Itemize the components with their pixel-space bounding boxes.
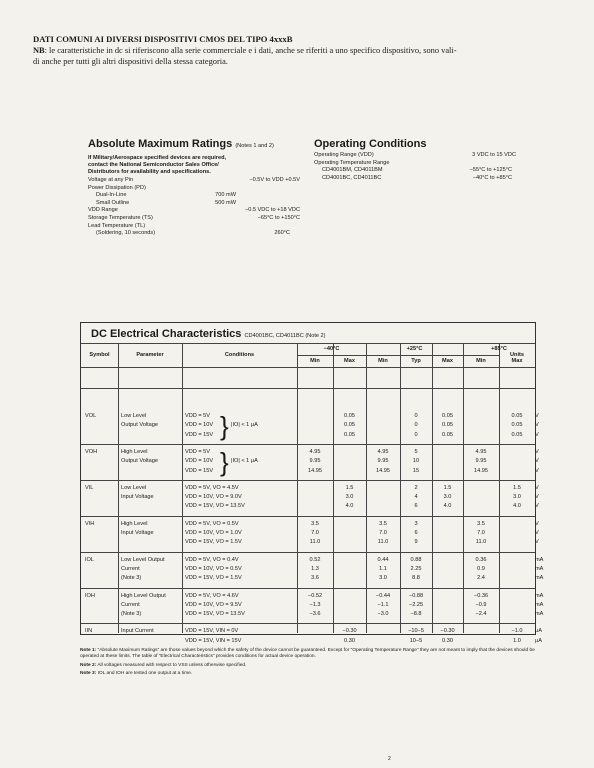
abs-max-value: 700 mW — [215, 192, 236, 199]
value-cell: V — [535, 458, 539, 465]
value-cell: −2.4 — [475, 611, 487, 618]
parameter-cell: Current — [121, 565, 140, 572]
value-cell: 3.6 — [311, 575, 319, 582]
condition-side: |IO| < 1 μA — [231, 458, 258, 465]
symbol-header: Symbol — [89, 352, 110, 358]
op-cond-label: Operating Range (VDD) — [314, 152, 374, 158]
condition-cell: VDD = 15V — [185, 431, 214, 438]
page-title: DATI COMUNI AI DIVERSI DISPOSITIVI CMOS DEL TIPO 4xxxB — [33, 34, 293, 44]
abs-max-row — [88, 230, 300, 238]
value-cell: 10−5 — [409, 637, 423, 644]
sub-header-max: Max — [511, 358, 523, 364]
value-cell: 6 — [414, 503, 418, 510]
value-cell: 0.05 — [344, 422, 355, 429]
value-cell: 4.0 — [345, 503, 354, 510]
value-cell: 1.3 — [311, 565, 319, 572]
condition-cell: VDD = 5V — [185, 448, 211, 455]
sub-header-min: Min — [310, 358, 320, 364]
value-cell: μA — [535, 628, 542, 635]
sub-header-max: Max — [344, 358, 355, 364]
value-cell: 0.88 — [410, 556, 422, 563]
op-cond-row — [314, 160, 516, 168]
symbol-cell: VOH — [85, 448, 98, 455]
parameter-cell: Current — [121, 601, 140, 608]
condition-cell: VDD = 5V, VO = 4.5V — [185, 484, 239, 491]
value-cell: 4.95 — [377, 448, 389, 455]
value-cell: −0.36 — [473, 592, 489, 599]
value-cell: 7.0 — [379, 530, 387, 536]
parameter-cell: Output Voltage — [121, 458, 159, 465]
nb-line-2: di anche per tutti gli altri dispositivi della stessa categoria. — [33, 57, 228, 66]
absolute-maximum-ratings — [88, 137, 300, 238]
op-cond-row — [314, 152, 516, 160]
value-cell: 0.30 — [442, 637, 453, 644]
value-cell: μA — [535, 637, 542, 644]
op-cond-value: 3 VDC to 15 VDC — [472, 152, 516, 158]
value-cell: V — [535, 520, 539, 527]
value-cell: 8.8 — [412, 575, 420, 582]
value-cell: mA — [535, 592, 544, 599]
operating-conditions — [314, 137, 516, 182]
value-cell: 4.0 — [443, 503, 452, 510]
value-cell: −1.0 — [511, 628, 523, 635]
value-cell: 0.05 — [511, 413, 523, 419]
note-label: Note 3: — [80, 670, 97, 676]
condition-cell: VDD = 10V, VO = 9.0V — [185, 494, 242, 501]
parameter-cell: Input Voltage — [121, 494, 154, 501]
symbol-cell: IOL — [85, 556, 95, 563]
value-cell: 1.5 — [345, 484, 354, 491]
value-cell: V — [535, 530, 539, 536]
condition-cell: VDD = 10V, VO = 9.5V — [185, 601, 242, 608]
parameter-cell: Input Current — [121, 628, 154, 635]
value-cell: 3.0 — [513, 494, 521, 501]
value-cell: mA — [535, 565, 544, 572]
value-cell: V — [535, 539, 539, 546]
page-mark: 2 — [388, 756, 391, 762]
note-text: IOL and IOH are tested one output at a time. — [96, 670, 193, 676]
value-cell: −3.0 — [377, 611, 389, 618]
dc-subtitle: CD4001BC, CD4011BC (Note 2) — [244, 333, 326, 339]
parameter-cell: High Level Output — [121, 592, 166, 599]
value-cell: mA — [535, 556, 544, 563]
parameter-cell: Output Voltage — [121, 422, 159, 429]
value-cell: 0.05 — [511, 431, 523, 438]
nb-line-1: : le caratteristiche in dc si riferiscono alla serie commerciale e i dati, anche se riferiti a uno specifico dispositivo, sono vali- — [44, 46, 457, 55]
value-cell: 0 — [414, 422, 418, 429]
value-cell: 0.05 — [511, 422, 523, 429]
parameter-header: Parameter — [136, 352, 164, 358]
value-cell: 1.5 — [513, 484, 521, 491]
abs-max-row — [88, 185, 300, 193]
op-cond-row — [314, 167, 516, 175]
condition-cell: VDD = 5V, VO = 4.6V — [185, 592, 239, 599]
op-cond-row — [314, 175, 516, 183]
condition-cell: VDD = 10V — [185, 458, 214, 465]
value-cell: 14.95 — [474, 467, 488, 474]
value-cell: 9.95 — [309, 458, 321, 465]
value-cell: 4.95 — [475, 448, 487, 455]
op-cond-value: −40°C to +85°C — [472, 174, 512, 181]
value-cell: 3.0 — [345, 494, 354, 501]
value-cell: 0 — [414, 431, 418, 438]
value-cell: −0.52 — [307, 592, 323, 599]
value-cell: 7.0 — [477, 530, 485, 536]
condition-cell: VDD = 5V — [185, 413, 211, 419]
abs-max-value: −65°C to +150°C — [257, 214, 300, 221]
parameter-cell: Low Level — [121, 484, 147, 491]
parameter-cell: Input Voltage — [121, 530, 154, 536]
value-cell: 14.95 — [376, 467, 390, 474]
value-cell: 4.0 — [513, 503, 521, 510]
parameter-cell: Low Level — [121, 413, 147, 419]
temp-85-header: +85°C — [491, 346, 507, 352]
value-cell: −2.25 — [408, 601, 424, 608]
value-cell: 11.0 — [475, 539, 487, 546]
warning-line: If Military/Aerospace specified devices are required, — [88, 155, 227, 161]
condition-cell: VDD = 15V, VIN = 15V — [185, 637, 242, 644]
value-cell: 1.5 — [443, 484, 452, 491]
value-cell: V — [535, 503, 539, 510]
value-cell: −1.3 — [309, 601, 321, 608]
value-cell: 0.9 — [477, 565, 485, 572]
value-cell: 3.5 — [477, 520, 485, 527]
condition-cell: VDD = 15V — [185, 467, 214, 474]
condition-cell: VDD = 15V, VO = 13.5V — [185, 503, 245, 510]
value-cell: 9.95 — [377, 458, 389, 465]
value-cell: V — [535, 494, 539, 501]
value-cell: mA — [535, 611, 544, 618]
warning-line: Distributors for availability and specifications. — [88, 169, 211, 175]
value-cell: 6 — [414, 530, 418, 536]
abs-max-row — [88, 177, 300, 185]
value-cell: 0.05 — [344, 431, 355, 438]
value-cell: V — [535, 467, 539, 474]
value-cell: V — [535, 448, 539, 455]
value-cell: 14.95 — [308, 467, 322, 474]
value-cell: 3.0 — [443, 494, 452, 501]
condition-cell: VDD = 5V, VO = 0.5V — [185, 520, 239, 527]
value-cell: mA — [535, 601, 544, 608]
abs-max-label: Voltage at any Pin — [88, 177, 134, 183]
value-cell: V — [535, 484, 539, 491]
value-cell: 0.05 — [442, 413, 453, 419]
condition-cell: VDD = 10V — [185, 422, 214, 429]
condition-cell: VDD = 15V, VO = 1.5V — [185, 539, 242, 546]
value-cell: 2 — [414, 484, 418, 491]
condition-brace: } — [220, 446, 229, 477]
parameter-cell: High Level — [121, 520, 148, 527]
value-cell: 10 — [412, 458, 420, 465]
parameter-cell: Low Level Output — [121, 556, 165, 563]
sub-header-min: Min — [378, 358, 388, 364]
condition-cell: VDD = 10V, VO = 1.0V — [185, 530, 242, 536]
dc-title: DC Electrical Characteristics — [91, 328, 242, 340]
value-cell: −3.6 — [309, 611, 321, 618]
condition-brace: } — [220, 411, 229, 441]
value-cell: V — [535, 422, 539, 429]
condition-cell: VDD = 10V, VO = 0.5V — [185, 565, 242, 572]
value-cell: V — [535, 431, 539, 438]
condition-cell: VDD = 15V, VO = 13.5V — [185, 611, 245, 618]
value-cell: 0.30 — [344, 637, 355, 644]
note-text: “Absolute Maximum Ratings” are those values beyond which the safety of the device cannot be guaranteed. Except for “Operating Temperature Range” they are not meant to imply that the devices should be operated at these limits. The table of “Electrical Characteristics” provides conditions for actual device operation. — [80, 648, 535, 660]
condition-cell: VDD = 15V, VO = 1.5V — [185, 575, 242, 582]
value-cell: 2.4 — [477, 575, 485, 582]
value-cell: −0.88 — [408, 592, 424, 599]
note-label: Note 2: — [80, 662, 97, 668]
parameter-cell: High Level — [121, 448, 148, 455]
value-cell: 11.0 — [377, 539, 389, 546]
value-cell: 0.05 — [442, 431, 453, 438]
op-cond-label: CD4001BM, CD4011BM — [322, 167, 383, 174]
dc-heading — [91, 328, 326, 340]
value-cell: −1.1 — [377, 601, 389, 608]
units-header: Units — [510, 352, 524, 358]
value-cell: 2.25 — [410, 565, 422, 572]
value-cell: 1.1 — [379, 565, 387, 572]
value-cell: 0.44 — [377, 556, 389, 563]
symbol-cell: IIN — [85, 628, 93, 635]
page-header — [33, 34, 578, 67]
abs-max-row — [88, 207, 300, 215]
abs-max-heading — [88, 137, 300, 153]
value-cell: −8.8 — [410, 611, 422, 618]
note-text: All voltages measured with respect to VSS unless otherwise specified. — [96, 662, 247, 668]
temp-25-header: +25°C — [406, 346, 423, 352]
abs-max-notes-ref: (Notes 1 and 2) — [235, 143, 274, 149]
condition-cell: VDD = 5V, VO = 0.4V — [185, 556, 239, 563]
abs-max-value: −0.5V to VDD +0.5V — [249, 177, 300, 183]
abs-max-value: 260°C — [274, 230, 290, 237]
abs-max-label: (Soldering, 10 seconds) — [96, 230, 156, 237]
value-cell: −10−5 — [408, 628, 424, 635]
value-cell: 0.36 — [475, 556, 487, 563]
value-cell: mA — [535, 575, 544, 582]
note-paragraph — [80, 663, 536, 669]
value-cell: 0.05 — [344, 413, 355, 419]
symbol-cell: VIL — [85, 484, 94, 491]
value-cell: 9 — [414, 539, 418, 546]
warning-line: contact the National Semiconductor Sales Office/ — [88, 162, 219, 168]
abs-max-warning — [88, 155, 300, 176]
value-cell: V — [535, 413, 539, 419]
value-cell: 3.5 — [379, 520, 387, 527]
dc-characteristics-table — [80, 322, 544, 644]
note-paragraph — [80, 671, 536, 677]
value-cell: 0 — [414, 413, 418, 419]
abs-max-value: 500 mW — [215, 199, 236, 206]
op-cond-value: −55°C to +125°C — [469, 167, 512, 174]
parameter-cell: (Note 3) — [121, 575, 142, 582]
value-cell: 9.95 — [475, 458, 487, 465]
condition-side: |IO| < 1 μA — [231, 422, 258, 429]
value-cell: 15 — [412, 467, 420, 474]
value-cell: 3 — [414, 520, 418, 527]
op-cond-label: Operating Temperature Range — [314, 159, 390, 166]
value-cell: 11.0 — [309, 539, 321, 546]
value-cell: 0.52 — [309, 556, 321, 563]
value-cell: 3.0 — [379, 575, 387, 582]
symbol-cell: IOH — [85, 592, 95, 599]
conditions-header: Conditions — [224, 352, 255, 358]
op-cond-label: CD4001BC, CD4011BC — [322, 174, 382, 181]
abs-max-row — [88, 192, 300, 200]
op-cond-rows — [314, 152, 516, 182]
value-cell: −0.9 — [475, 601, 487, 608]
note-label: Note 1: — [80, 648, 97, 653]
abs-max-row — [88, 223, 300, 231]
value-cell: 7.0 — [311, 530, 319, 536]
condition-cell: VDD = 15V, VIN = 0V — [185, 628, 239, 635]
parameter-cell: (Note 3) — [121, 611, 142, 618]
symbol-cell: VOL — [85, 413, 97, 419]
abs-max-row — [88, 200, 300, 208]
abs-max-label: Dual-In-Line — [96, 192, 127, 199]
abs-max-row — [88, 215, 300, 223]
abs-max-title: Absolute Maximum Ratings — [88, 138, 233, 150]
value-cell: 4 — [414, 494, 418, 501]
abs-max-label: Lead Temperature (TL) — [88, 222, 146, 229]
value-cell: −0.30 — [440, 628, 455, 635]
value-cell: 1.0 — [513, 637, 521, 644]
nb-label: NB — [33, 46, 45, 55]
abs-max-label: VDD Range — [88, 207, 118, 214]
abs-max-rows — [88, 177, 300, 238]
abs-max-label: Storage Temperature (TS) — [88, 214, 153, 221]
notes-section — [80, 648, 536, 679]
value-cell: 3.5 — [311, 520, 319, 527]
temp-minus40-header: −40°C — [323, 346, 340, 352]
sub-header-typ: Typ — [411, 358, 421, 364]
sub-header-max: Max — [442, 358, 453, 364]
symbol-cell: VIH — [85, 520, 95, 527]
abs-max-label: Small Outline — [96, 199, 130, 206]
nb-paragraph — [33, 45, 578, 67]
value-cell: −0.44 — [375, 592, 391, 599]
sub-header-min: Min — [476, 358, 486, 364]
op-cond-title: Operating Conditions — [314, 138, 427, 150]
value-cell: 0.05 — [442, 422, 453, 429]
value-cell: 4.95 — [309, 448, 321, 455]
note-paragraph — [80, 648, 536, 661]
abs-max-label: Power Dissipation (PD) — [88, 184, 146, 191]
abs-max-value: −0.5 VDC to +18 VDC — [244, 207, 300, 214]
value-cell: 5 — [414, 448, 418, 455]
value-cell: −0.30 — [342, 628, 357, 635]
dc-table-grid — [81, 343, 544, 644]
